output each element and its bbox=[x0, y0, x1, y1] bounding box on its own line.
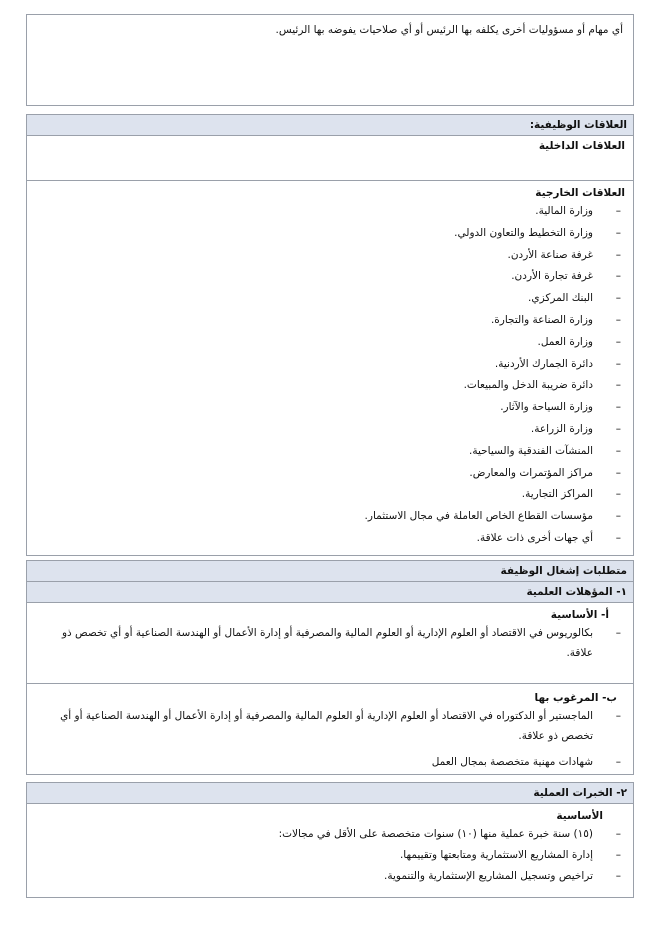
relations-header: العلاقات الوظيفية: bbox=[27, 115, 633, 136]
list-item: – وزارة الصناعة والتجارة. bbox=[27, 310, 621, 332]
experience-list bbox=[27, 824, 633, 887]
external-relations-title: العلاقات الخارجية bbox=[535, 187, 625, 199]
desired-qualifications-list bbox=[27, 706, 633, 772]
basic-qualifications-list bbox=[27, 623, 633, 663]
requirements-box bbox=[26, 560, 634, 775]
list-item: – إدارة المشاريع الاستثمارية ومتابعتها وتقييمها. bbox=[27, 845, 621, 866]
list-item: – وزارة التخطيط والتعاون الدولي. bbox=[27, 223, 621, 245]
requirements-header: متطلبات إشغال الوظيفة bbox=[27, 561, 633, 582]
list-item: – غرفة تجارة الأردن. bbox=[27, 266, 621, 288]
list-item: – وزارة المالية. bbox=[27, 201, 621, 223]
list-item: – تراخيص وتسجيل المشاريع الإستثمارية والتنموية. bbox=[27, 866, 621, 887]
list-item: – وزارة السياحة والآثار. bbox=[27, 397, 621, 419]
top-box bbox=[26, 14, 634, 106]
list-item: – دائرة ضريبة الدخل والمبيعات. bbox=[27, 375, 621, 397]
list-item: – (١٥) سنة خبرة عملية منها (١٠) سنوات متخصصة على الأقل في مجالات: bbox=[27, 824, 621, 845]
list-item: – البنك المركزي. bbox=[27, 288, 621, 310]
list-item: – دائرة الجمارك الأردنية. bbox=[27, 354, 621, 376]
list-item: – بكالوريوس في الاقتصاد أو العلوم الإدارية أو العلوم المالية والمصرفية أو إدارة الأعمال أو الهندسة الصناعية أو أي تخصص ذو علاقة. bbox=[27, 623, 621, 663]
basic-qualifications-title: أ- الأساسية bbox=[550, 609, 609, 621]
experience-basic-title: الأساسية bbox=[556, 810, 603, 822]
list-item: – شهادات مهنية متخصصة بمجال العمل bbox=[27, 752, 621, 772]
relations-box bbox=[26, 114, 634, 556]
list-item: – مراكز المؤتمرات والمعارض. bbox=[27, 463, 621, 485]
experience-header: ٢- الخبرات العملية bbox=[27, 783, 633, 804]
list-item: – أي جهات أخرى ذات علاقة. bbox=[27, 528, 621, 550]
internal-relations-title: العلاقات الداخلية bbox=[538, 140, 625, 152]
list-item: – المنشآت الفندقية والسياحية. bbox=[27, 441, 621, 463]
desired-qualifications-title: ب- المرغوب بها bbox=[534, 692, 617, 704]
list-item: – المراكز التجارية. bbox=[27, 484, 621, 506]
list-item: – وزارة الزراعة. bbox=[27, 419, 621, 441]
list-item: – مؤسسات القطاع الخاص العاملة في مجال الاستثمار. bbox=[27, 506, 621, 528]
list-item: – الماجستير أو الدكتوراه في الاقتصاد أو العلوم الإدارية أو العلوم المالية والمصرفية أو إدارة الأعمال أو الهندسة الصناعية أو أي تخصص ذو علاقة. bbox=[27, 706, 621, 746]
list-item: – وزارة العمل. bbox=[27, 332, 621, 354]
qualifications-header: ١- المؤهلات العلمية bbox=[27, 582, 633, 603]
list-item: – غرفة صناعة الأردن. bbox=[27, 245, 621, 267]
experience-box bbox=[26, 782, 634, 898]
top-box-text: أي مهام أو مسؤوليات أخرى يكلفه بها الرئيس أو أي صلاحيات يفوضه بها الرئيس. bbox=[275, 24, 623, 36]
external-relations-list bbox=[27, 201, 633, 550]
